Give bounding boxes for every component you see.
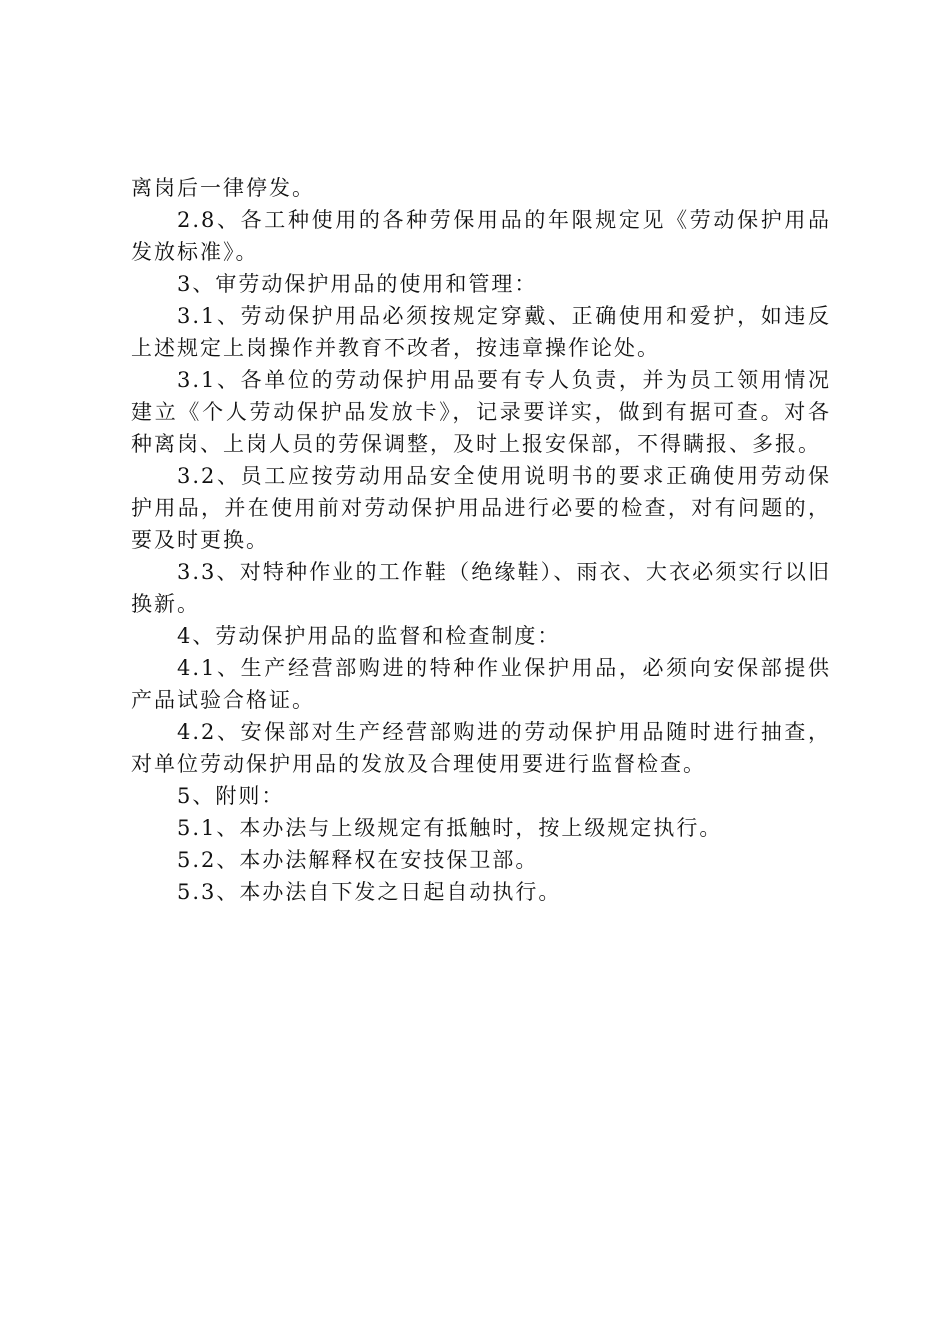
paragraph-3-3: 3.3、对特种作业的工作鞋（绝缘鞋）、雨衣、大衣必须实行以旧换新。 (131, 560, 831, 616)
paragraph-2-8: 2.8、各工种使用的各种劳保用品的年限规定见《劳动保护用品发放标准》。 (131, 208, 831, 264)
paragraph-5-1: 5.1、本办法与上级规定有抵触时，按上级规定执行。 (177, 816, 723, 840)
paragraph-continuation: 离岗后一律停发。 (131, 176, 315, 200)
paragraph-3-1-a: 3.1、劳动保护用品必须按规定穿戴、正确使用和爱护，如违反上述规定上岗操作并教育不改者，按违章操作论处。 (131, 304, 831, 360)
section-heading-5: 5、附则： (177, 784, 285, 808)
paragraph-5-2: 5.2、本办法解释权在安技保卫部。 (177, 848, 539, 872)
document-body (131, 172, 831, 908)
section-heading-3: 3、审劳动保护用品的使用和管理： (177, 272, 538, 296)
paragraph-4-2: 4.2、安保部对生产经营部购进的劳动保护用品随时进行抽查，对单位劳动保护用品的发放及合理使用要进行监督检查。 (131, 720, 831, 776)
paragraph-5-3: 5.3、本办法自下发之日起自动执行。 (177, 880, 562, 904)
paragraph-3-1-b: 3.1、各单位的劳动保护用品要有专人负责，并为员工领用情况建立《个人劳动保护品发放卡》，记录要详实，做到有据可查。对各种离岗、上岗人员的劳保调整，及时上报安保部，不得瞒报、多报。 (131, 368, 831, 456)
paragraph-3-2: 3.2、员工应按劳动用品安全使用说明书的要求正确使用劳动保护用品，并在使用前对劳动保护用品进行必要的检查，对有问题的，要及时更换。 (131, 464, 831, 552)
paragraph-4-1: 4.1、生产经营部购进的特种作业保护用品，必须向安保部提供产品试验合格证。 (131, 656, 831, 712)
section-heading-4: 4、劳动保护用品的监督和检查制度： (177, 624, 561, 648)
